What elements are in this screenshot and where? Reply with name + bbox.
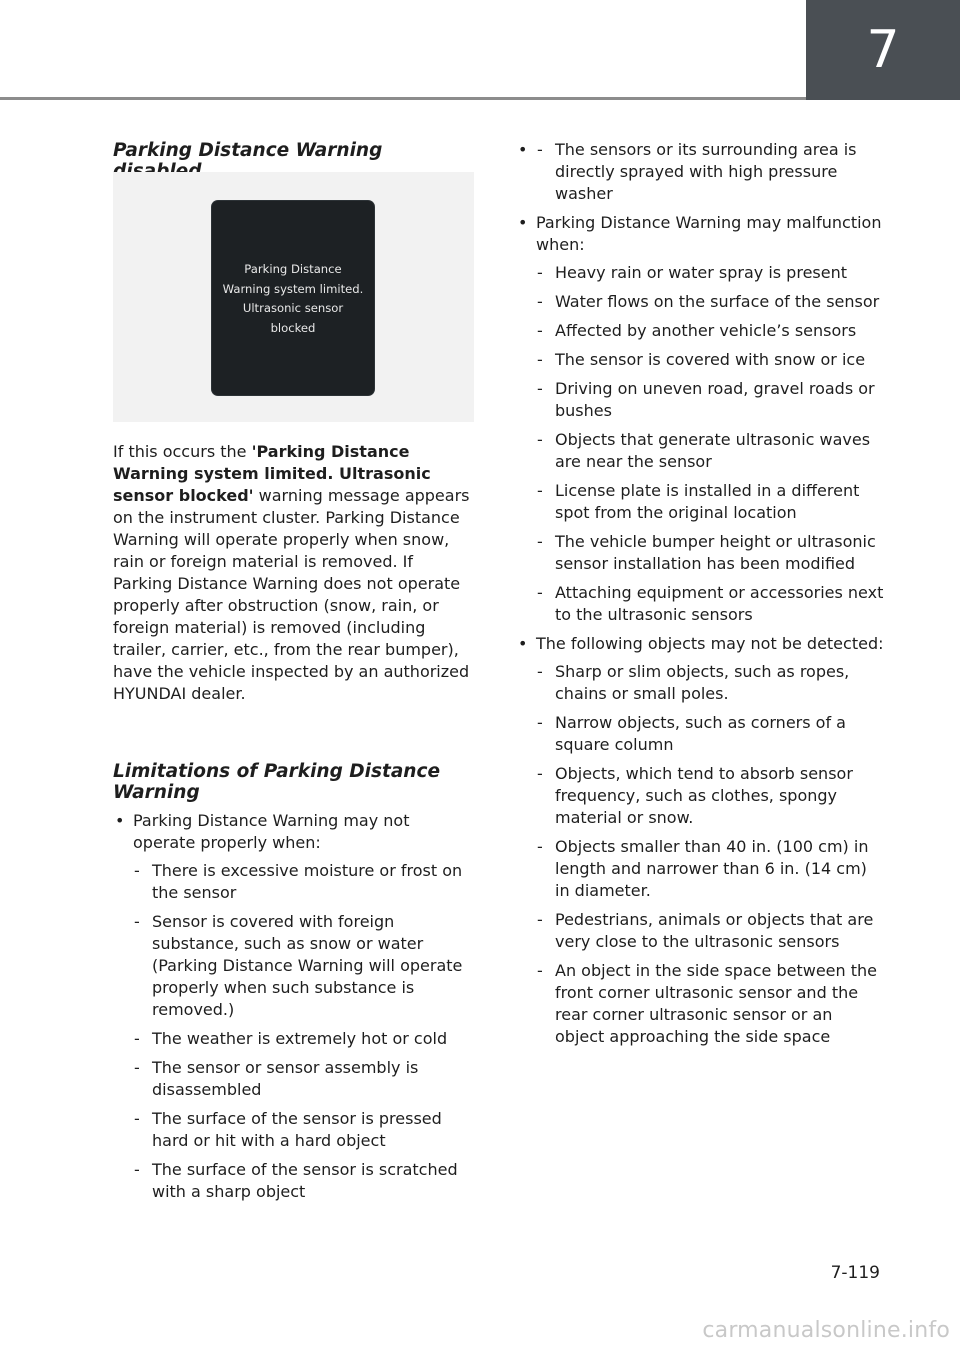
warning-message-text: 'Parking Distance Warning system limited. Ultrasonic sensor blocked' <box>113 442 431 505</box>
sub-list-item: - The surface of the sensor is pressed hard or hit with a hard object <box>133 1108 475 1152</box>
sub-list <box>536 139 886 205</box>
sub-list-item: - Objects smaller than 40 in. (100 cm) in length and narrower than 6 in. (14 cm) in diameter. <box>536 836 886 902</box>
limitations-list-continued <box>516 139 886 1055</box>
body-text: warning message appears on the instrument cluster. Parking Distance Warning will operate properly when snow, rain or foreign material is removed. If Parking Distance Warning does not operate properly after obstruction (snow, rain, or foreign material) is removed (including trailer, carrier, etc., from the rear bumper), have the vehicle inspected by an authorized HYUNDAI dealer. <box>113 486 470 703</box>
bullet-may-not-operate <box>113 810 475 1203</box>
sub-list-item: - Pedestrians, animals or objects that are very close to the ultrasonic sensors <box>536 909 886 953</box>
section-heading-disabled: Parking Distance Warning <box>113 140 383 161</box>
sub-list-item: - The weather is extremely hot or cold <box>133 1028 475 1050</box>
chapter-tab: 7 <box>806 0 960 100</box>
bullet-continuation <box>516 139 886 205</box>
section-heading-limitations: Limitations of Parking Distance Warning <box>113 761 440 803</box>
cluster-line: Parking Distance <box>244 262 342 276</box>
sub-list-item: - Heavy rain or water spray is present <box>536 262 886 284</box>
disabled-description <box>113 441 475 705</box>
bullet-may-malfunction <box>516 212 886 626</box>
sub-list-item: - Sharp or slim objects, such as ropes, chains or small poles. <box>536 661 886 705</box>
header-rule <box>0 97 806 100</box>
bullet-text: The following objects may not be detected: <box>536 634 884 653</box>
sub-list-item: - The sensor is covered with snow or ice <box>536 349 886 371</box>
sub-list-item: - There is excessive moisture or frost on the sensor <box>133 860 475 904</box>
sub-list-item: - • The sensors or its surrounding area is directly sprayed with high pressure washer <box>536 139 886 205</box>
sub-list-item: - Objects, which tend to absorb sensor frequency, such as clothes, spongy material or snow. <box>536 763 886 829</box>
sub-list-item: - Driving on uneven road, gravel roads or bushes <box>536 378 886 422</box>
sub-list <box>536 661 886 1048</box>
cluster-line: Ultrasonic sensor <box>242 301 344 315</box>
sub-list-item: - Attaching equipment or accessories next to the ultrasonic sensors <box>536 582 886 626</box>
watermark: carmanualsonline.info <box>702 1318 950 1343</box>
limitations-list <box>113 810 475 1210</box>
bullet-text: Parking Distance Warning may malfunction when: <box>536 213 882 254</box>
sub-list-item: - The vehicle bumper height or ultrasonic sensor installation has been modified <box>536 531 886 575</box>
sub-list-item: - License plate is installed in a different spot from the original location <box>536 480 886 524</box>
sub-list-item: - The surface of the sensor is scratched with a sharp object <box>133 1159 475 1203</box>
sub-list <box>133 860 475 1203</box>
sub-list <box>536 262 886 626</box>
sub-list-item: - The sensor or sensor assembly is disassembled <box>133 1057 475 1101</box>
cluster-line: blocked <box>270 320 316 335</box>
sub-list-item: - Water flows on the surface of the sensor <box>536 291 886 313</box>
sub-list-item: - Sensor is covered with foreign substance, such as snow or water (Parking Distance Warning will operate properly when such substance is removed.) <box>133 911 475 1021</box>
bullet-not-detected <box>516 633 886 1048</box>
cluster-figure <box>113 172 474 422</box>
cluster-warning-message <box>223 260 364 338</box>
bullet-text: Parking Distance Warning may not operate properly when: <box>133 811 410 852</box>
sub-list-item: - Narrow objects, such as corners of a square column <box>536 712 886 756</box>
body-text: If this occurs the <box>113 442 252 461</box>
page-number: 7-119 <box>830 1263 880 1283</box>
sub-list-item: - Objects that generate ultrasonic waves are near the sensor <box>536 429 886 473</box>
cluster-display <box>212 201 374 395</box>
sub-list-item: - Affected by another vehicle’s sensors <box>536 320 886 342</box>
cluster-line: Warning system limited. <box>222 281 364 296</box>
sub-list-item: - An object in the side space between the front corner ultrasonic sensor and the rear corner ultrasonic sensor or an object approaching the side space <box>536 960 886 1048</box>
